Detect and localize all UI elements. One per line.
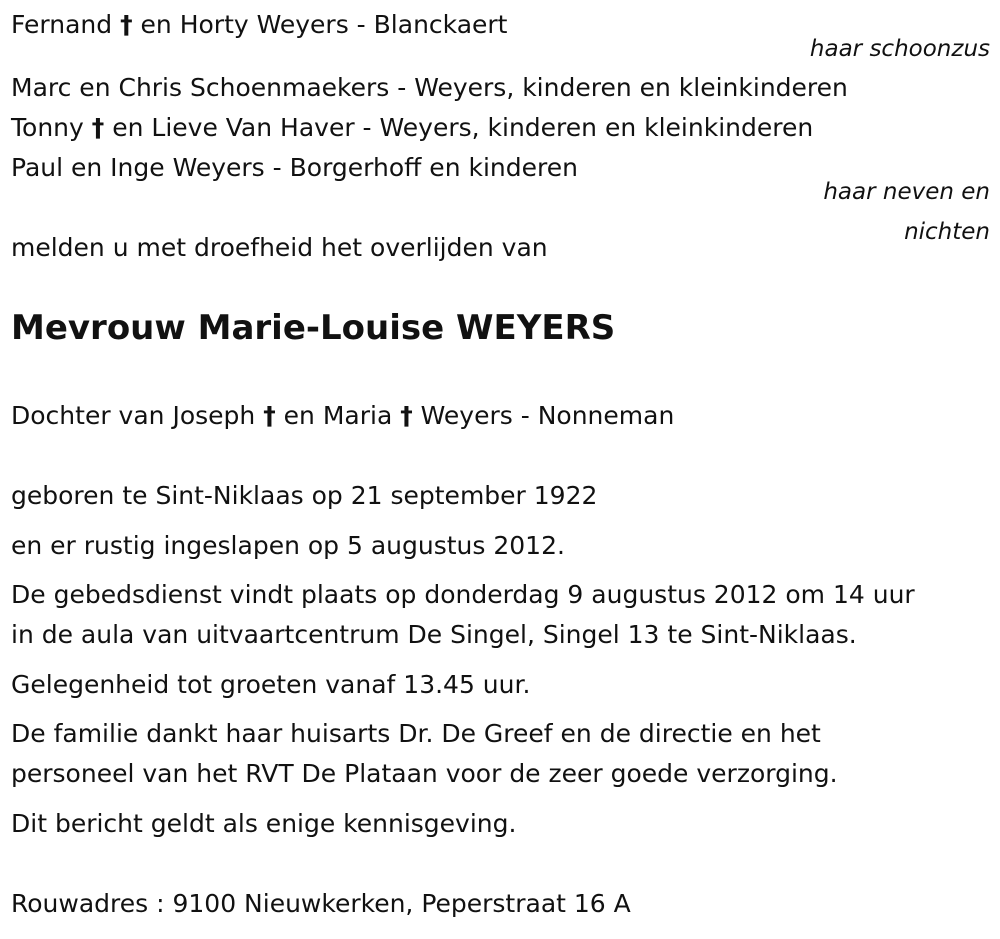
cross-icon: † xyxy=(91,113,105,142)
parents-father: Dochter van Joseph xyxy=(11,401,256,430)
family-line-3 xyxy=(11,113,813,143)
parents-surname: Weyers - Nonneman xyxy=(420,401,675,430)
notice-line: Dit bericht geldt als enige kennisgeving. xyxy=(11,809,517,838)
cross-icon: † xyxy=(400,401,413,430)
relation-note-nephews-line-1: haar neven en xyxy=(823,179,990,205)
birth-line: geboren te Sint-Niklaas op 21 september 1922 xyxy=(11,481,598,510)
family-name-tonny: Tonny xyxy=(11,113,84,142)
visitation-line: Gelegenheid tot groeten vanaf 13.45 uur. xyxy=(11,670,531,699)
thanks-line-2: personeel van het RVT De Plataan voor de zeer goede verzorging. xyxy=(11,759,838,788)
relation-note-sister-in-law: haar schoonzus xyxy=(809,36,990,62)
deceased-name: Mevrouw Marie-Louise WEYERS xyxy=(11,308,616,348)
relation-note-nephews-line-2: nichten xyxy=(904,219,990,245)
parents-line xyxy=(11,401,674,431)
cross-icon: † xyxy=(120,10,133,39)
parents-mother: en Maria xyxy=(283,401,393,430)
service-line-1: De gebedsdienst vindt plaats op donderdag 9 augustus 2012 om 14 uur xyxy=(11,580,915,609)
thanks-line-1: De familie dankt haar huisarts Dr. De Greef en de directie en het xyxy=(11,719,821,748)
family-line-1 xyxy=(11,10,507,40)
family-name-horty: en Horty Weyers - Blanckaert xyxy=(140,10,508,39)
family-name-fernand: Fernand xyxy=(11,10,113,39)
family-name-lieve: en Lieve Van Haver - Weyers, kinderen en kleinkinderen xyxy=(112,113,814,142)
service-line-2: in de aula van uitvaartcentrum De Singel, Singel 13 te Sint-Niklaas. xyxy=(11,620,857,649)
mourning-address: Rouwadres : 9100 Nieuwkerken, Peperstraat 16 A xyxy=(11,889,631,918)
death-line: en er rustig ingeslapen op 5 augustus 2012. xyxy=(11,531,565,560)
intro-text: melden u met droefheid het overlijden van xyxy=(11,233,548,262)
family-line-2: Marc en Chris Schoenmaekers - Weyers, kinderen en kleinkinderen xyxy=(11,73,848,102)
cross-icon: † xyxy=(263,401,276,430)
family-line-4: Paul en Inge Weyers - Borgerhoff en kinderen xyxy=(11,153,578,182)
